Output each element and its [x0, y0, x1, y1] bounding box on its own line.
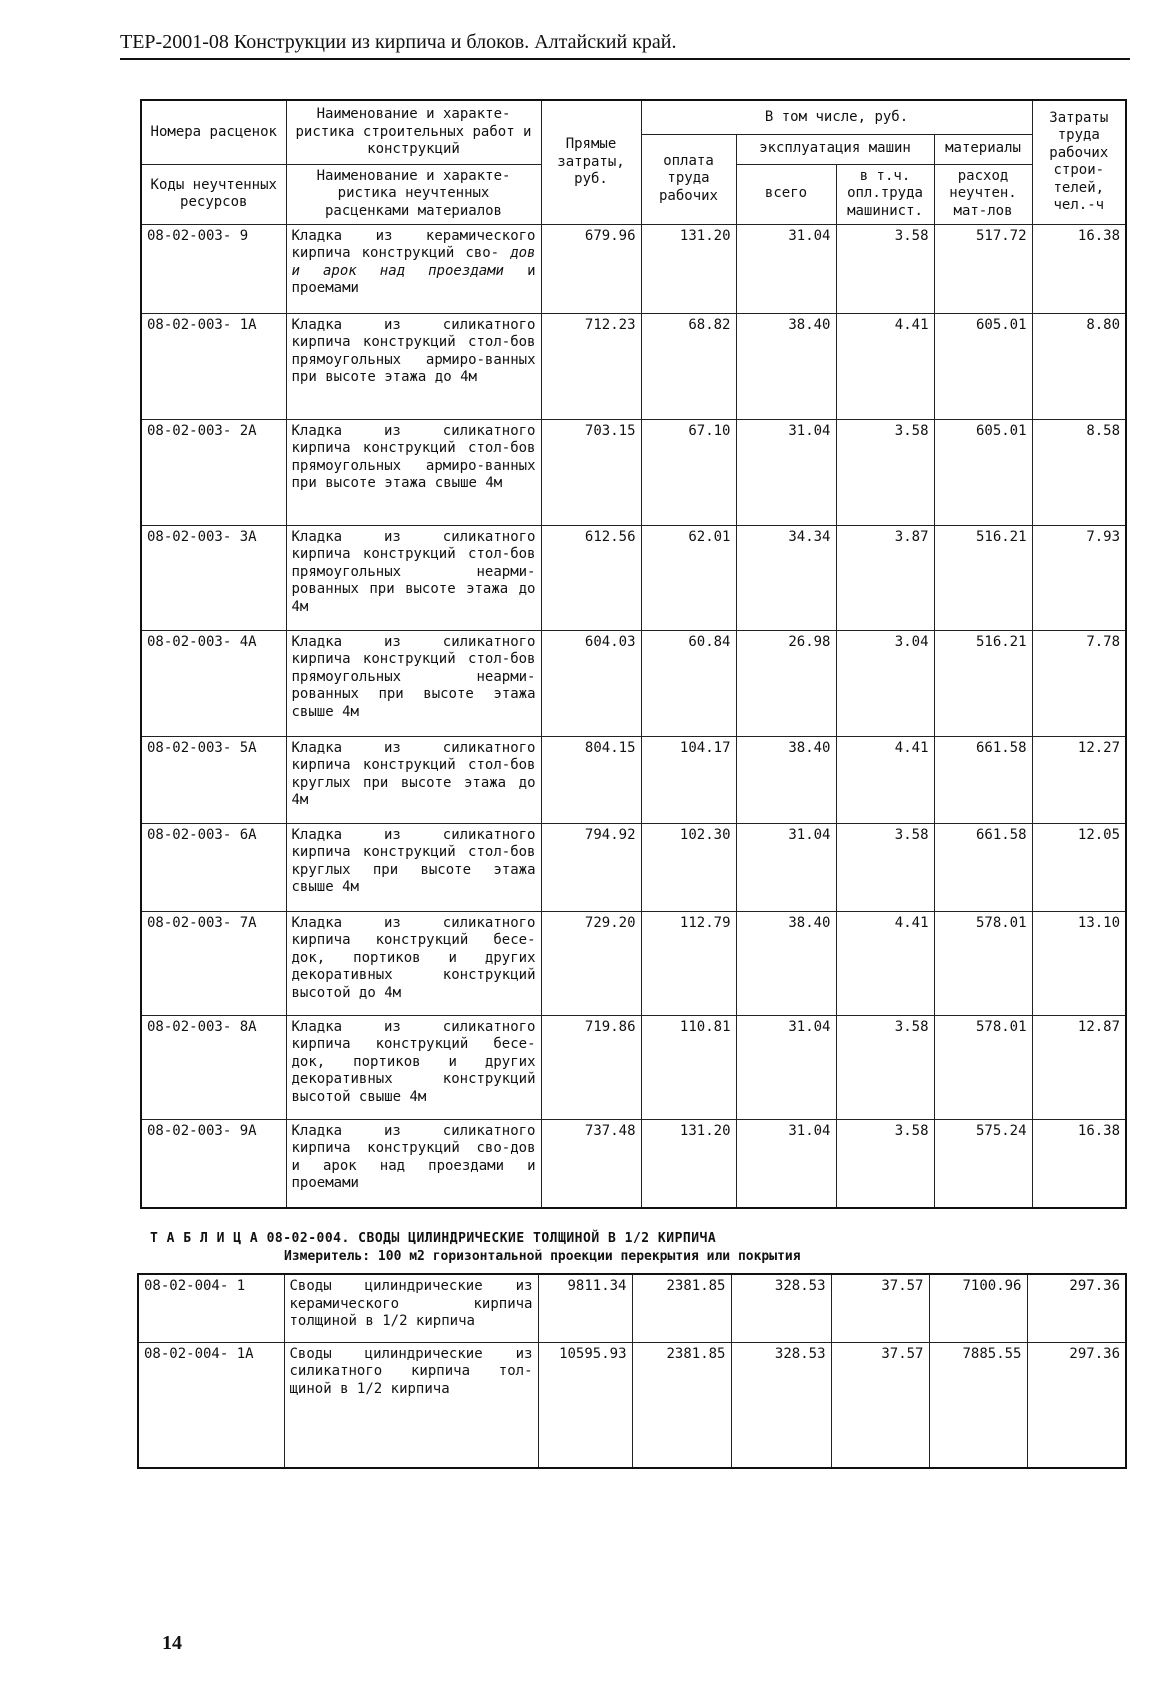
- direct-costs: 612.56: [541, 525, 641, 630]
- machinist-pay: 3.58: [836, 419, 934, 525]
- rate-description: Кладка из силикатного кирпича конструкций бесе-док, портиков и других декоративных конструкций высотой свыше 4м: [286, 1015, 541, 1119]
- rate-code: 08-02-003- 8А: [141, 1015, 286, 1119]
- machine-total: 38.40: [736, 313, 836, 419]
- labor-pay: 131.20: [641, 1119, 736, 1208]
- rate-code: 08-02-003- 9А: [141, 1119, 286, 1208]
- labor-pay: 2381.85: [632, 1274, 731, 1342]
- rate-description: Кладка из силикатного кирпича конструкций стол-бов круглых при высоте этажа свыше 4м: [286, 823, 541, 911]
- labor-pay: 68.82: [641, 313, 736, 419]
- table-row: [141, 313, 1126, 419]
- direct-costs: 794.92: [541, 823, 641, 911]
- rates-table: [140, 99, 1127, 1209]
- header-materials: материалы: [934, 134, 1032, 164]
- materials: 661.58: [934, 823, 1032, 911]
- direct-costs: 10595.93: [538, 1342, 632, 1468]
- labor-pay: 104.17: [641, 736, 736, 823]
- rate-code: 08-02-003- 3А: [141, 525, 286, 630]
- machine-total: 31.04: [736, 419, 836, 525]
- labor-hours: 297.36: [1027, 1342, 1126, 1468]
- rate-code: 08-02-004- 1А: [138, 1342, 284, 1468]
- table-row: [141, 419, 1126, 525]
- machinist-pay: 3.04: [836, 630, 934, 736]
- direct-costs: 737.48: [541, 1119, 641, 1208]
- rate-description: Кладка из силикатного кирпича конструкций стол-бов прямоугольных армиро-ванных при высоте этажа до 4м: [286, 313, 541, 419]
- header-machine-operation: эксплуатация машин: [736, 134, 934, 164]
- vaults-table: [137, 1273, 1127, 1469]
- table-measure: Измеритель: 100 м2 горизонтальной проекции перекрытия или покрытия: [284, 1249, 801, 1264]
- materials: 578.01: [934, 911, 1032, 1015]
- machine-total: 38.40: [736, 911, 836, 1015]
- machine-total: 26.98: [736, 630, 836, 736]
- machinist-pay: 3.87: [836, 525, 934, 630]
- machinist-pay: 4.41: [836, 313, 934, 419]
- header-labor-pay: оплата труда рабочих: [641, 134, 736, 224]
- header-resource-codes: Коды неучтенных ресурсов: [141, 164, 286, 224]
- table-row: [141, 736, 1126, 823]
- table-row: [141, 1119, 1126, 1208]
- labor-pay: 131.20: [641, 224, 736, 313]
- machine-total: 328.53: [731, 1342, 831, 1468]
- labor-pay: 112.79: [641, 911, 736, 1015]
- direct-costs: 719.86: [541, 1015, 641, 1119]
- rate-description: Кладка из силикатного кирпича конструкций стол-бов прямоугольных неарми-рованных при высоте этажа до 4м: [286, 525, 541, 630]
- machine-total: 38.40: [736, 736, 836, 823]
- labor-hours: 12.87: [1032, 1015, 1126, 1119]
- rate-description: Своды цилиндрические из керамического кирпича толщиной в 1/2 кирпича: [284, 1274, 538, 1342]
- rate-code: 08-02-004- 1: [138, 1274, 284, 1342]
- labor-pay: 60.84: [641, 630, 736, 736]
- machinist-pay: 37.57: [831, 1342, 929, 1468]
- rate-code: 08-02-003- 1А: [141, 313, 286, 419]
- materials: 7885.55: [929, 1342, 1027, 1468]
- rate-description: Кладка из силикатного кирпича конструкций стол-бов прямоугольных армиро-ванных при высоте этажа свыше 4м: [286, 419, 541, 525]
- machine-total: 31.04: [736, 823, 836, 911]
- labor-hours: 7.93: [1032, 525, 1126, 630]
- rate-code: 08-02-003- 6А: [141, 823, 286, 911]
- labor-hours: 7.78: [1032, 630, 1126, 736]
- rate-description: Кладка из силикатного кирпича конструкций стол-бов прямоугольных неарми-рованных при высоте этажа свыше 4м: [286, 630, 541, 736]
- table-row: [141, 1015, 1126, 1119]
- table-row: [141, 823, 1126, 911]
- table-title: Т А Б Л И Ц А 08-02-004. СВОДЫ ЦИЛИНДРИЧЕСКИЕ ТОЛЩИНОЙ В 1/2 КИРПИЧА: [150, 1231, 717, 1246]
- header-labor-hours: Затраты труда рабочих строи-телей, чел.-ч: [1032, 100, 1126, 224]
- direct-costs: 9811.34: [538, 1274, 632, 1342]
- labor-pay: 67.10: [641, 419, 736, 525]
- table-row: [141, 525, 1126, 630]
- labor-pay: 110.81: [641, 1015, 736, 1119]
- labor-hours: 8.80: [1032, 313, 1126, 419]
- labor-hours: 13.10: [1032, 911, 1126, 1015]
- header-resource-name: Наименование и характе-ристика неучтенных расценками материалов: [286, 164, 541, 224]
- rate-code: 08-02-003- 9: [141, 224, 286, 313]
- direct-costs: 712.23: [541, 313, 641, 419]
- rate-code: 08-02-003- 5А: [141, 736, 286, 823]
- machinist-pay: 3.58: [836, 1119, 934, 1208]
- header-name: Наименование и характе-ристика строительных работ и конструкций: [286, 100, 541, 164]
- machine-total: 328.53: [731, 1274, 831, 1342]
- table-row: [141, 911, 1126, 1015]
- machine-total: 31.04: [736, 1119, 836, 1208]
- header-material-consumption: расход неучтен. мат-лов: [934, 164, 1032, 224]
- direct-costs: 679.96: [541, 224, 641, 313]
- direct-costs: 729.20: [541, 911, 641, 1015]
- direct-costs: 703.15: [541, 419, 641, 525]
- labor-hours: 297.36: [1027, 1274, 1126, 1342]
- table-row: [141, 224, 1126, 313]
- materials: 7100.96: [929, 1274, 1027, 1342]
- materials: 605.01: [934, 313, 1032, 419]
- labor-hours: 16.38: [1032, 224, 1126, 313]
- labor-hours: 12.27: [1032, 736, 1126, 823]
- direct-costs: 804.15: [541, 736, 641, 823]
- materials: 516.21: [934, 525, 1032, 630]
- header-direct-costs: Прямые затраты, руб.: [541, 100, 641, 224]
- machinist-pay: 4.41: [836, 736, 934, 823]
- rate-code: 08-02-003- 4А: [141, 630, 286, 736]
- labor-pay: 102.30: [641, 823, 736, 911]
- machinist-pay: 37.57: [831, 1274, 929, 1342]
- table-caption: [150, 1230, 1110, 1266]
- labor-pay: 2381.85: [632, 1342, 731, 1468]
- rate-code: 08-02-003- 2А: [141, 419, 286, 525]
- materials: 516.21: [934, 630, 1032, 736]
- rate-description: Кладка из силикатного кирпича конструкций бесе-док, портиков и других декоративных конструкций высотой до 4м: [286, 911, 541, 1015]
- table-row: [138, 1274, 1126, 1342]
- materials: 605.01: [934, 419, 1032, 525]
- rate-description: Кладка из силикатного кирпича конструкций сво-дов и арок над проездами и проемами: [286, 1119, 541, 1208]
- machinist-pay: 4.41: [836, 911, 934, 1015]
- machinist-pay: 3.58: [836, 823, 934, 911]
- materials: 517.72: [934, 224, 1032, 313]
- table-row: [138, 1342, 1126, 1468]
- machine-total: 31.04: [736, 224, 836, 313]
- materials: 661.58: [934, 736, 1032, 823]
- machinist-pay: 3.58: [836, 224, 934, 313]
- labor-hours: 16.38: [1032, 1119, 1126, 1208]
- header-rate-numbers: Номера расценок: [141, 100, 286, 164]
- direct-costs: 604.03: [541, 630, 641, 736]
- machinist-pay: 3.58: [836, 1015, 934, 1119]
- header-machinist-pay: в т.ч. опл.труда машинист.: [836, 164, 934, 224]
- materials: 578.01: [934, 1015, 1032, 1119]
- rate-description: Кладка из керамического кирпича конструкций сво- дов и арок над проездами и проемами: [286, 224, 541, 313]
- labor-hours: 12.05: [1032, 823, 1126, 911]
- rate-description: Своды цилиндрические из силикатного кирпича тол-щиной в 1/2 кирпича: [284, 1342, 538, 1468]
- labor-pay: 62.01: [641, 525, 736, 630]
- machine-total: 31.04: [736, 1015, 836, 1119]
- materials: 575.24: [934, 1119, 1032, 1208]
- machine-total: 34.34: [736, 525, 836, 630]
- labor-hours: 8.58: [1032, 419, 1126, 525]
- rate-description: Кладка из силикатного кирпича конструкций стол-бов круглых при высоте этажа до 4м: [286, 736, 541, 823]
- page-number: 14: [162, 1632, 182, 1654]
- table-row: [141, 630, 1126, 736]
- header-including: В том числе, руб.: [641, 100, 1032, 134]
- header-machine-total: всего: [736, 164, 836, 224]
- rate-code: 08-02-003- 7А: [141, 911, 286, 1015]
- page-header: ТЕР-2001-08 Конструкции из кирпича и блоков. Алтайский край.: [120, 30, 1130, 60]
